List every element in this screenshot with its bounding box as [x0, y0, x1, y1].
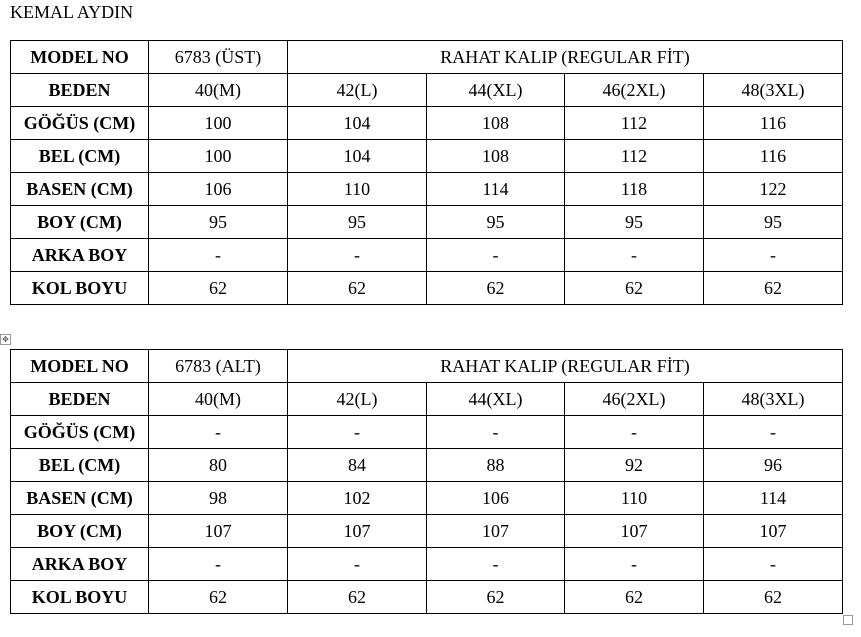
value-cell: 114: [704, 482, 843, 515]
value-cell: 92: [565, 449, 704, 482]
table-row: [11, 272, 843, 305]
fit-type: RAHAT KALIP (REGULAR FİT): [288, 350, 843, 383]
value-cell: -: [704, 548, 843, 581]
value-cell: 107: [427, 515, 565, 548]
size-label: BEDEN: [11, 383, 149, 416]
size-cell: 44(XL): [427, 383, 565, 416]
row-label: BEL (CM): [11, 140, 149, 173]
size-cell: 42(L): [288, 74, 427, 107]
value-cell: 95: [704, 206, 843, 239]
row-label: BEL (CM): [11, 449, 149, 482]
table-row: [11, 41, 843, 74]
move-arrows-icon[interactable]: ✥: [0, 334, 11, 345]
document-title: KEMAL AYDIN: [10, 2, 134, 22]
value-cell: -: [427, 416, 565, 449]
value-cell: 118: [565, 173, 704, 206]
value-cell: 62: [427, 272, 565, 305]
value-cell: -: [565, 548, 704, 581]
value-cell: 100: [149, 140, 288, 173]
model-no-label: MODEL NO: [11, 350, 149, 383]
table-row: [11, 107, 843, 140]
value-cell: -: [149, 416, 288, 449]
value-cell: 116: [704, 140, 843, 173]
row-label: BOY (CM): [11, 206, 149, 239]
value-cell: -: [288, 416, 427, 449]
value-cell: 62: [565, 272, 704, 305]
value-cell: 108: [427, 107, 565, 140]
row-label: ARKA BOY: [11, 239, 149, 272]
value-cell: 62: [704, 272, 843, 305]
size-chart-table-top: [10, 40, 843, 305]
value-cell: -: [565, 416, 704, 449]
table-row: [11, 548, 843, 581]
value-cell: 80: [149, 449, 288, 482]
value-cell: 112: [565, 107, 704, 140]
row-label: GÖĞÜS (CM): [11, 416, 149, 449]
value-cell: 62: [427, 581, 565, 614]
value-cell: -: [704, 416, 843, 449]
value-cell: 116: [704, 107, 843, 140]
table-row: [11, 74, 843, 107]
value-cell: 104: [288, 140, 427, 173]
size-cell: 40(M): [149, 74, 288, 107]
value-cell: 62: [288, 272, 427, 305]
value-cell: 62: [149, 581, 288, 614]
size-cell: 42(L): [288, 383, 427, 416]
value-cell: -: [288, 548, 427, 581]
size-cell: 48(3XL): [704, 383, 843, 416]
row-label: BASEN (CM): [11, 173, 149, 206]
value-cell: 112: [565, 140, 704, 173]
table-row: [11, 239, 843, 272]
row-label: GÖĞÜS (CM): [11, 107, 149, 140]
size-cell: 44(XL): [427, 74, 565, 107]
table-row: [11, 383, 843, 416]
table-row: [11, 581, 843, 614]
row-label: BOY (CM): [11, 515, 149, 548]
row-label: KOL BOYU: [11, 581, 149, 614]
table-row: [11, 350, 843, 383]
table-row: [11, 416, 843, 449]
table-row: [11, 515, 843, 548]
value-cell: 95: [565, 206, 704, 239]
value-cell: -: [704, 239, 843, 272]
model-no-value: 6783 (ALT): [149, 350, 288, 383]
model-no-label: MODEL NO: [11, 41, 149, 74]
value-cell: 62: [565, 581, 704, 614]
value-cell: 95: [427, 206, 565, 239]
resize-square-icon[interactable]: [843, 615, 853, 625]
value-cell: 106: [149, 173, 288, 206]
value-cell: 88: [427, 449, 565, 482]
size-chart-table-bottom: [10, 349, 843, 614]
value-cell: 107: [565, 515, 704, 548]
table-row: [11, 140, 843, 173]
value-cell: 62: [149, 272, 288, 305]
row-label: KOL BOYU: [11, 272, 149, 305]
value-cell: 110: [288, 173, 427, 206]
table-row: [11, 482, 843, 515]
value-cell: 104: [288, 107, 427, 140]
value-cell: 107: [704, 515, 843, 548]
size-label: BEDEN: [11, 74, 149, 107]
value-cell: -: [565, 239, 704, 272]
value-cell: 96: [704, 449, 843, 482]
table-row: [11, 449, 843, 482]
value-cell: 107: [288, 515, 427, 548]
value-cell: 122: [704, 173, 843, 206]
value-cell: 107: [149, 515, 288, 548]
table-row: [11, 206, 843, 239]
value-cell: 100: [149, 107, 288, 140]
value-cell: 102: [288, 482, 427, 515]
size-cell: 46(2XL): [565, 383, 704, 416]
table-row: [11, 173, 843, 206]
value-cell: 108: [427, 140, 565, 173]
value-cell: -: [288, 239, 427, 272]
fit-type: RAHAT KALIP (REGULAR FİT): [288, 41, 843, 74]
value-cell: -: [149, 548, 288, 581]
value-cell: 95: [288, 206, 427, 239]
value-cell: 110: [565, 482, 704, 515]
value-cell: -: [149, 239, 288, 272]
value-cell: -: [427, 548, 565, 581]
size-cell: 48(3XL): [704, 74, 843, 107]
value-cell: 106: [427, 482, 565, 515]
value-cell: 114: [427, 173, 565, 206]
value-cell: 62: [288, 581, 427, 614]
value-cell: 95: [149, 206, 288, 239]
row-label: ARKA BOY: [11, 548, 149, 581]
value-cell: 62: [704, 581, 843, 614]
row-label: BASEN (CM): [11, 482, 149, 515]
value-cell: -: [427, 239, 565, 272]
model-no-value: 6783 (ÜST): [149, 41, 288, 74]
size-cell: 40(M): [149, 383, 288, 416]
size-cell: 46(2XL): [565, 74, 704, 107]
value-cell: 84: [288, 449, 427, 482]
value-cell: 98: [149, 482, 288, 515]
